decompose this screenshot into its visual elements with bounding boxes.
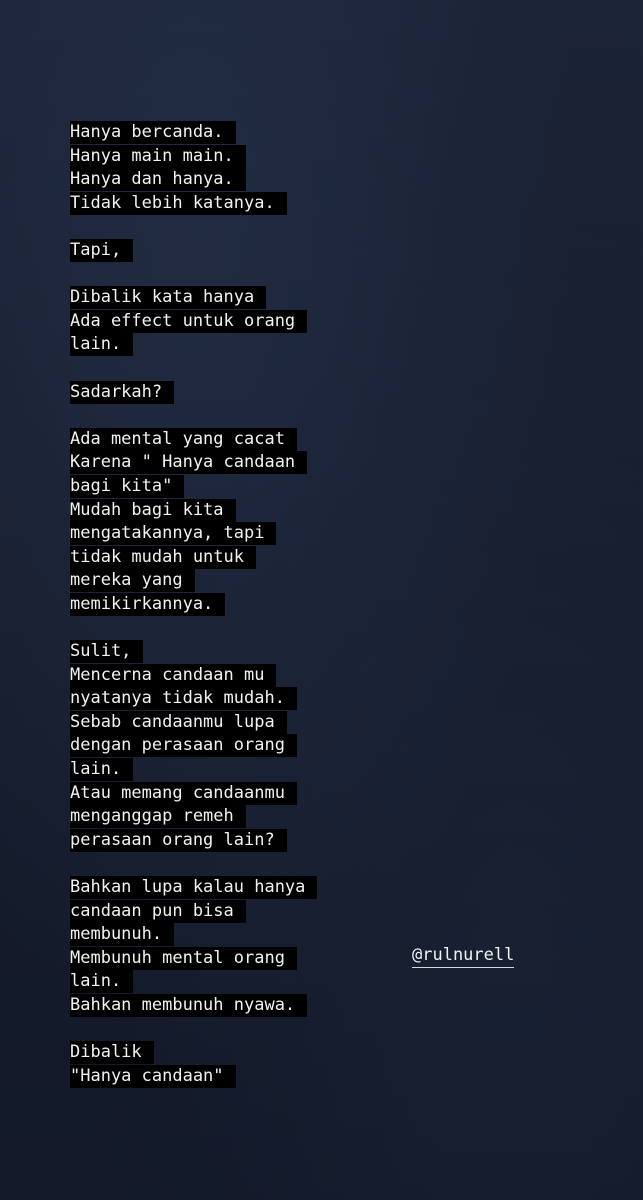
poem-line-text: Tidak lebih katanya.	[70, 192, 287, 215]
poem-line	[70, 900, 400, 924]
poem-line	[70, 593, 400, 617]
poem-line	[70, 333, 400, 357]
poem-line	[70, 381, 400, 405]
poem-line-text: Sulit,	[70, 640, 143, 663]
poem-line-text: Hanya dan hanya.	[70, 168, 246, 191]
poem-line-text: lain.	[70, 970, 133, 993]
poem-line-text: "Hanya candaan"	[70, 1065, 236, 1088]
poem-line	[70, 805, 400, 829]
poem-line-text: perasaan orang lain?	[70, 829, 287, 852]
poem-line	[70, 475, 400, 499]
poem-line-text: bagi kita"	[70, 475, 184, 498]
poem-line	[70, 428, 400, 452]
poem-line-text: lain.	[70, 333, 133, 356]
poem-line	[70, 145, 400, 169]
blank-line	[70, 215, 400, 239]
poem-line	[70, 121, 400, 145]
poem-line-text: Bahkan lupa kalau hanya	[70, 876, 317, 899]
blank-line	[70, 263, 400, 287]
poem-line-text: Atau memang candaanmu	[70, 782, 297, 805]
poem-line	[70, 734, 400, 758]
poem-line-text: candaan pun bisa	[70, 900, 246, 923]
blank-line	[70, 357, 400, 381]
poem-line	[70, 1065, 400, 1089]
poem-line	[70, 239, 400, 263]
poem-line	[70, 1041, 400, 1065]
poem-line-text: Dibalik	[70, 1041, 154, 1064]
poem-line	[70, 499, 400, 523]
poem-line	[70, 994, 400, 1018]
poem-line	[70, 522, 400, 546]
poem-line-text: Mudah bagi kita	[70, 499, 236, 522]
poem-line-text: Ada mental yang cacat	[70, 428, 297, 451]
poem-line-text: Membunuh mental orang	[70, 947, 297, 970]
poem-line	[70, 451, 400, 475]
poem-line	[70, 286, 400, 310]
poem-line-text: memikirkannya.	[70, 593, 225, 616]
poem-line	[70, 664, 400, 688]
poem-text-block	[70, 121, 400, 1088]
poem-line	[70, 876, 400, 900]
poem-line-text: Bahkan membunuh nyawa.	[70, 994, 307, 1017]
poem-line-text: mereka yang	[70, 569, 195, 592]
blank-line	[70, 616, 400, 640]
poem-line	[70, 569, 400, 593]
poem-line-text: Sebab candaanmu lupa	[70, 711, 287, 734]
poem-line	[70, 168, 400, 192]
poem-line	[70, 711, 400, 735]
poem-line	[70, 546, 400, 570]
poem-line-text: Tapi,	[70, 239, 133, 262]
poem-line	[70, 640, 400, 664]
poem-line	[70, 782, 400, 806]
poem-line	[70, 192, 400, 216]
poem-line	[70, 687, 400, 711]
poem-line-text: Mencerna candaan mu	[70, 664, 276, 687]
poem-line-text: tidak mudah untuk	[70, 546, 256, 569]
poem-line-text: Hanya main main.	[70, 145, 246, 168]
poem-line-text: menganggap remeh	[70, 805, 246, 828]
poem-line-text: Karena " Hanya candaan	[70, 451, 307, 474]
poem-line-text: dengan perasaan orang	[70, 734, 297, 757]
blank-line	[70, 1018, 400, 1042]
poem-line	[70, 970, 400, 994]
poem-line	[70, 758, 400, 782]
poem-line-text: membunuh.	[70, 923, 174, 946]
mention-tag[interactable]: @rulnurell	[412, 944, 514, 968]
poem-line-text: Dibalik kata hanya	[70, 286, 266, 309]
blank-line	[70, 404, 400, 428]
blank-line	[70, 852, 400, 876]
poem-line-text: Hanya bercanda.	[70, 121, 236, 144]
poem-line-text: Sadarkah?	[70, 381, 174, 404]
poem-line	[70, 923, 400, 947]
poem-line	[70, 829, 400, 853]
poem-line-text: mengatakannya, tapi	[70, 522, 276, 545]
poem-line	[70, 310, 400, 334]
poem-line	[70, 947, 400, 971]
poem-line-text: Ada effect untuk orang	[70, 310, 307, 333]
poem-line-text: lain.	[70, 758, 133, 781]
poem-line-text: nyatanya tidak mudah.	[70, 687, 297, 710]
